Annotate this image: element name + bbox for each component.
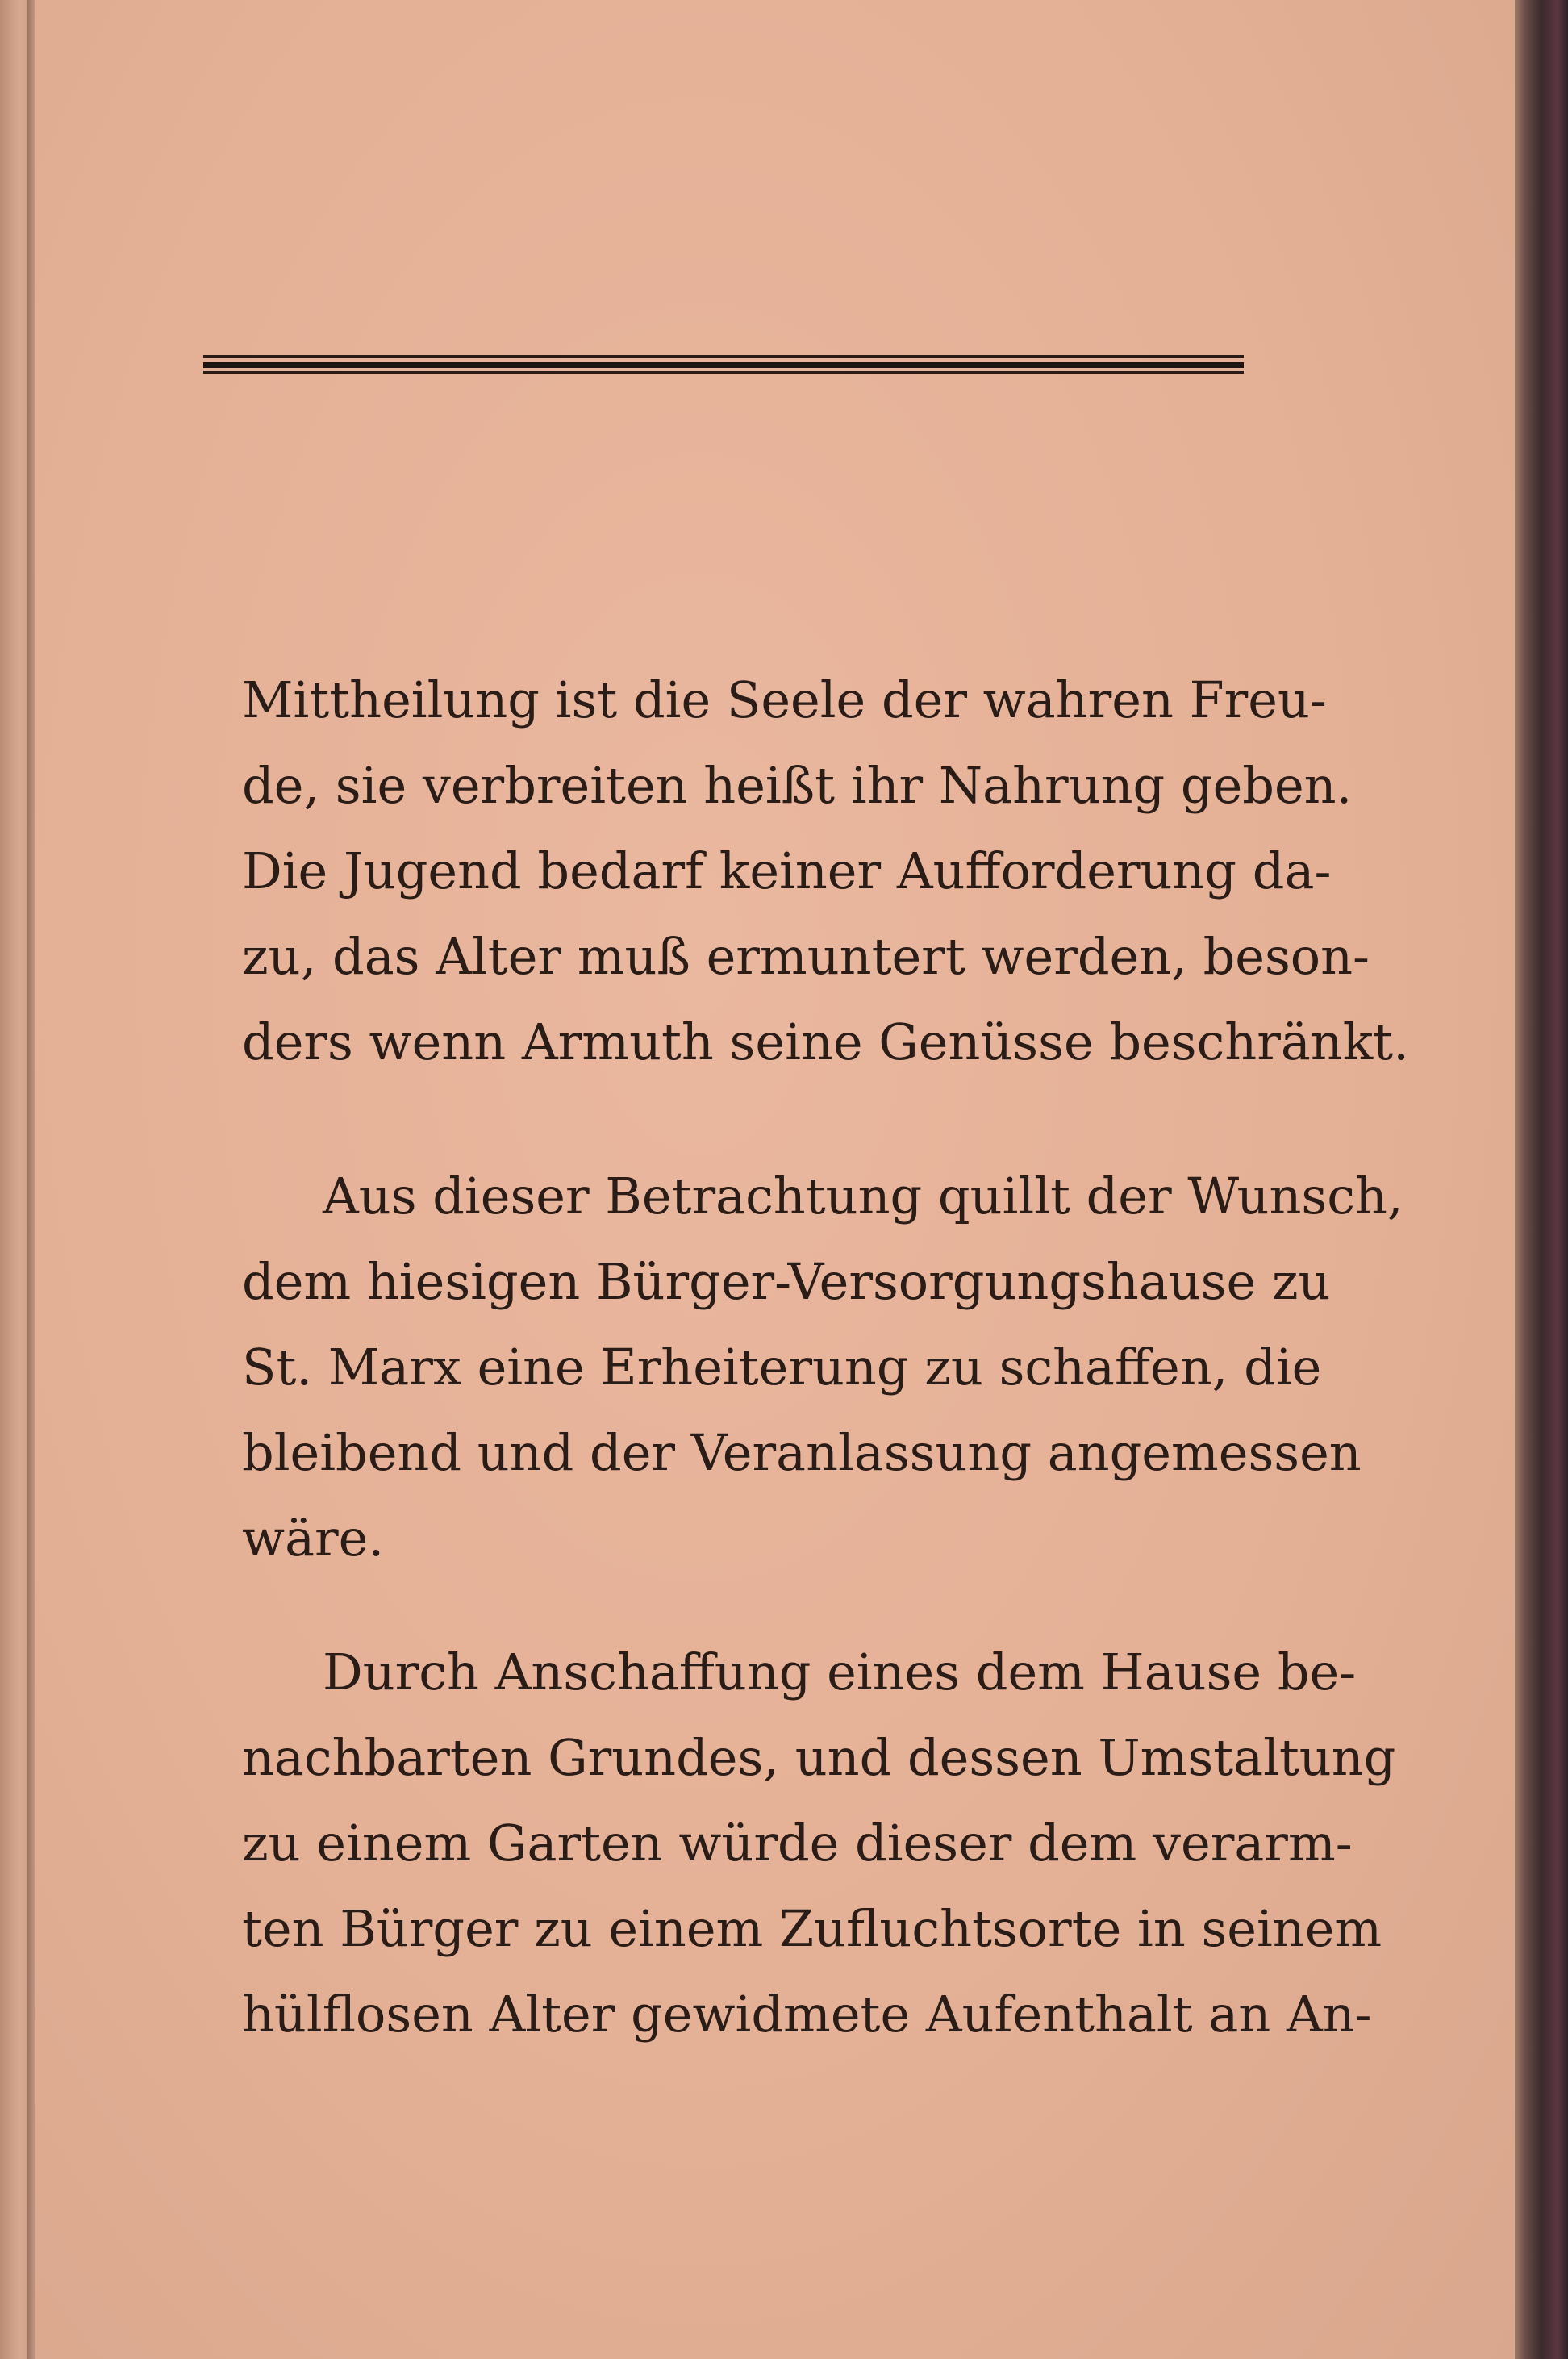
header-rule xyxy=(203,352,1244,376)
book-spine xyxy=(1515,0,1568,2359)
text-line: dem hiesigen Bürger-Versorgungshause zu xyxy=(242,1252,1331,1311)
text-line: bleibend und der Veranlassung angemessen xyxy=(242,1423,1362,1482)
paragraph-2 xyxy=(242,1154,1403,1581)
text-line: wäre. xyxy=(242,1509,385,1568)
text-line: Aus dieser Betrachtung quillt der Wunsch, xyxy=(323,1167,1403,1225)
text-line: Die Jugend bedarf keiner Aufforderung da- xyxy=(242,841,1332,900)
text-line: zu, das Alter muß ermuntert werden, beson- xyxy=(242,927,1370,986)
text-line: nachbarten Grundes, und dessen Umstaltung xyxy=(242,1728,1396,1787)
text-line: ders wenn Armuth seine Genüsse beschränkt. xyxy=(242,1012,1409,1071)
text-line: ten Bürger zu einem Zufluchtsorte in seinem xyxy=(242,1899,1382,1958)
text-line: de, sie verbreiten heißt ihr Nahrung geben. xyxy=(242,756,1353,815)
text-line: St. Marx eine Erheiterung zu schaffen, die xyxy=(242,1338,1322,1397)
paragraph-1 xyxy=(242,658,1409,1085)
text-line: hülflosen Alter gewidmete Aufenthalt an An- xyxy=(242,1985,1372,2044)
gutter-shadow xyxy=(27,0,35,2359)
text-line: Mittheilung ist die Seele der wahren Freu- xyxy=(242,670,1327,729)
text-line: zu einem Garten würde dieser dem verarm- xyxy=(242,1814,1353,1873)
paragraph-3 xyxy=(242,1630,1396,2057)
text-line: Durch Anschaffung eines dem Hause be- xyxy=(323,1643,1357,1701)
